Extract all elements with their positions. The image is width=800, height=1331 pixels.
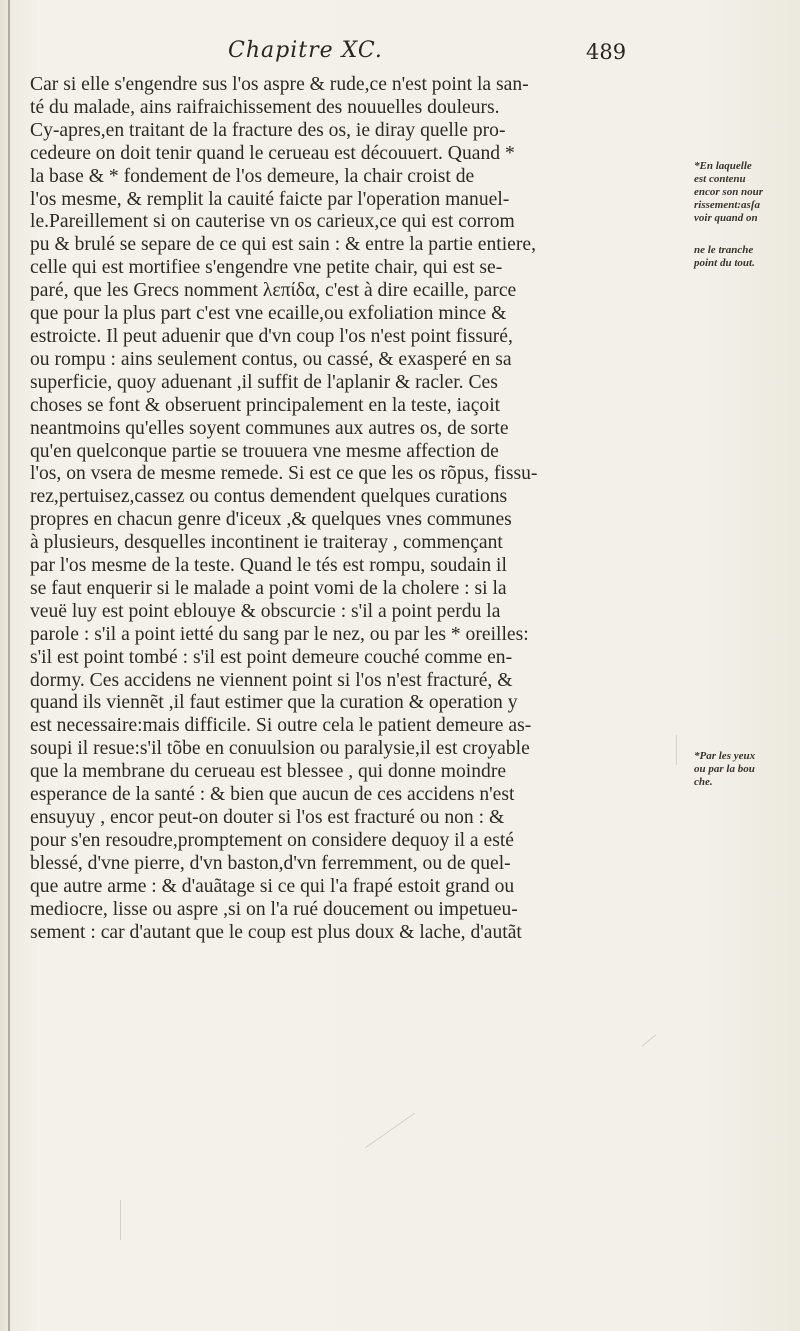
margin-note xyxy=(694,750,755,789)
body-text xyxy=(30,74,630,944)
text-line: blessé, d'vne pierre, d'vn baston,d'vn ferremment, ou de quel- xyxy=(30,852,511,874)
text-line: à plusieurs, desquelles incontinent ie traiteray , commençant xyxy=(30,532,503,554)
bleed-through-mark xyxy=(120,1200,121,1240)
text-line: té du malade, ains raifraichissement des nouuelles douleurs. xyxy=(30,96,500,118)
text-line: se faut enquerir si le malade a point vomi de la cholere : si la xyxy=(30,577,507,599)
margin-note-line: ou par la bou xyxy=(694,763,755,775)
margin-note-line: *En laquelle xyxy=(694,160,752,172)
text-line: l'os mesme, & remplit la cauité faicte par l'operation manuel- xyxy=(30,188,510,210)
margin-note xyxy=(694,160,763,225)
text-line: quand ils viennẽt ,il faut estimer que la curation & operation y xyxy=(30,692,518,714)
text-line: est necessaire:mais difficile. Si outre cela le patient demeure as- xyxy=(30,715,532,737)
text-line: l'os, on vsera de mesme remede. Si est ce que les os rõpus, fissu- xyxy=(30,463,538,485)
margin-note-line: che. xyxy=(694,776,713,788)
text-line: que la membrane du cerueau est blessee , qui donne moindre xyxy=(30,761,507,783)
text-line: estroicte. Il peut aduenir que d'vn coup l'os n'est point fissuré, xyxy=(30,325,513,347)
text-line: parole : s'il a point ietté du sang par le nez, ou par les * oreilles: xyxy=(30,623,529,645)
text-line: neantmoins qu'elles soyent communes aux autres os, de sorte xyxy=(30,417,509,439)
text-line: choses se font & obseruent principalement en la teste, iaçoit xyxy=(30,394,501,416)
margin-note-line: point du tout. xyxy=(694,257,755,269)
text-line: par l'os mesme de la teste. Quand le tés est rompu, soudain il xyxy=(30,555,507,577)
text-line: veuë luy est point eblouye & obscurcie : s'il a point perdu la xyxy=(30,600,501,622)
margin-note-line: voir quand on xyxy=(694,212,758,224)
text-line: sement : car d'autant que le coup est plus doux & lache, d'autãt xyxy=(30,921,522,943)
text-line: ensuyuy , encor peut-on douter si l'os est fracturé ou non : & xyxy=(30,807,505,828)
text-line: Cy-apres,en traitant de la fracture des os, ie diray quelle pro- xyxy=(30,119,506,141)
bleed-through-mark xyxy=(365,1113,415,1148)
margin-note-line: est contenu xyxy=(694,173,746,185)
text-line: le.Pareillement si on cauterise vn os carieux,ce qui est corrom xyxy=(30,211,515,233)
running-head: Chapitre XC. xyxy=(228,38,383,63)
margin-note-line: ne le tranche xyxy=(694,244,754,256)
text-line: soupi il resue:s'il tõbe en conuulsion ou paralysie,il est croyable xyxy=(30,738,530,760)
binding-gutter xyxy=(8,0,10,1331)
page-header xyxy=(0,38,800,78)
text-line: propres en chacun genre d'iceux ,& quelques vnes communes xyxy=(30,509,512,531)
bleed-through-mark xyxy=(676,735,677,765)
margin-note-line: encor son nour xyxy=(694,186,764,198)
text-line: superficie, quoy aduenant ,il suffit de l'aplanir & racler. Ces xyxy=(30,371,498,393)
margin-note xyxy=(694,244,755,270)
text-line: mediocre, lisse ou aspre ,si on l'a rué doucement ou impetueu- xyxy=(30,898,518,920)
text-line: esperance de la santé : & bien que aucun de ces accidens n'est xyxy=(30,784,515,806)
text-line: pu & brulé se separe de ce qui est sain : & entre la partie entiere, xyxy=(30,234,536,256)
text-line: rez,pertuisez,cassez ou contus demendent quelques curations xyxy=(30,486,508,508)
margin-note-line: *Par les yeux xyxy=(694,750,756,762)
page-number: 489 xyxy=(586,40,627,64)
text-line: celle qui est mortifiee s'engendre vne petite chair, qui est se- xyxy=(30,257,503,279)
text-line: pour s'en resoudre,promptement on considere dequoy il a esté xyxy=(30,829,514,851)
text-line: Car si elle s'engendre sus l'os aspre & rude,ce n'est point la san- xyxy=(30,74,529,95)
bleed-through-mark xyxy=(642,1034,656,1046)
text-line: qu'en quelconque partie se trouuera vne mesme affection de xyxy=(30,440,499,462)
text-line: s'il est point tombé : s'il est point demeure couché comme en- xyxy=(30,646,513,668)
text-line: que pour la plus part c'est vne ecaille,ou exfoliation mince & xyxy=(30,303,507,325)
text-line: paré, que les Grecs nomment λεπίδα, c'est à dire ecaille, parce xyxy=(30,280,517,302)
text-line: que autre arme : & d'auãtage si ce qui l'a frapé estoit grand ou xyxy=(30,875,515,897)
text-line: ou rompu : ains seulement contus, ou cassé, & exasperé en sa xyxy=(30,348,512,370)
text-line: dormy. Ces accidens ne viennent point si l'os n'est fracturé, & xyxy=(30,669,513,691)
margin-note-line: rissement:asſa xyxy=(694,199,760,211)
text-line: cedeure on doit tenir quand le cerueau est découuert. Quand * xyxy=(30,142,515,164)
text-line: la base & * fondement de l'os demeure, la chair croist de xyxy=(30,165,475,187)
